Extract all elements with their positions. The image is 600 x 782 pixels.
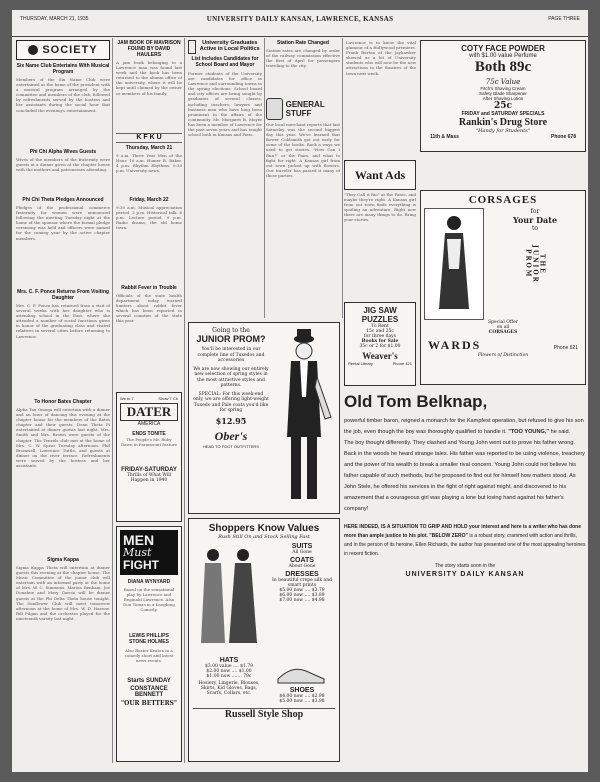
men-must-fight-ad — [116, 526, 182, 762]
corsages-title: CORSAGES — [468, 194, 538, 206]
kfku-schedule-1: 9 a.m. Three Year Men of the Hour. 10 a.m. Homer B. Baker. 4 p.m. Rhythm Rhythms. 9:30 p.m. University news. — [116, 153, 182, 174]
dress-price: $6.00 now .... $3.89 — [279, 593, 325, 598]
masthead: UNIVERSITY DAILY KANSAN, LAWRENCE, KANSAS — [206, 15, 394, 23]
society-text-6: Sigma Kappa Theta will entertain at dinner guests this evening at the chapter house. The Music Committee of the junior club will entertain with an informal party at the home of Mrs. W. C. Simmons. Marion Benham, Joe Donahue and Mary Garcia will be dinner guests at the Phi Delta Theta house tonight. The Sunflower Club will meet tomorrow afternoon at the home of Mrs. W. D. Harrow. Bill Pilgan and the orchestra played for the nineteenth varsity last night. — [16, 565, 110, 621]
obers-special: SPECIAL: For this week-end only, we are offering light-weight Tuxedo and Pale coats you'd like for spring — [193, 391, 269, 413]
society-text-2: Wives of the members of the fraternity were guests at a dinner given at the chapter house with the mothers and patronesses attending. — [16, 157, 110, 173]
rankins-address: 11th & Mass — [430, 134, 459, 140]
shoppers-subtitle: Rush Still On and Stock Selling Fast — [218, 534, 310, 540]
station-column — [266, 40, 340, 320]
coty-value: 75c Value — [485, 78, 521, 86]
shoppers-title: Shoppers Know Values — [208, 523, 320, 534]
dress-price: $5.00 now .... $3.79 — [279, 588, 325, 593]
rankins-phone: Phone 678 — [550, 134, 576, 140]
men-must-fight-stars-2: STONE HOLMES — [129, 639, 169, 645]
shoppers-ad — [188, 518, 340, 762]
cartoon-figure-icon — [266, 98, 283, 120]
obers-interested: You'll be interested in our complete line of Tuxedos and accessories — [197, 347, 265, 363]
coty-subtitle: with $1.00 value Perfume — [469, 53, 537, 59]
kfku-day-2: Friday, March 22 — [129, 197, 169, 203]
belknap-below-zero: "BELOW ZERO" — [429, 533, 468, 539]
coty-price: Both 89c — [474, 59, 532, 75]
russell-style-shop: Russell Style Shop — [193, 708, 335, 720]
belknap-title: Old Tom Belknap, — [344, 392, 488, 411]
kfku-schedule-2: 9:30 a.m. Musical appreciation period. 3 p.m. Historical talk. 6 p.m. Lecture period. 9 p.m. Radio drama, the old home town. — [116, 205, 182, 231]
shoppers-hats: HATS — [219, 657, 239, 664]
want-ads-column — [344, 160, 416, 300]
rankins-slogan: "Handy for Students" — [475, 128, 531, 134]
obers-store: Ober's — [214, 428, 248, 443]
dater-top-right: Show 7 Ch — [158, 396, 178, 401]
shoppers-coats: COATS — [290, 557, 314, 564]
wards-phone: Phone 621 — [553, 345, 578, 351]
society-text-5: Alpha Tau Omega will entertain with a dinner and an hour of dancing this evening at the chapter house for the members of the Bates chapter and their guests. Dean Theta Pi entertained at dinner guests last night. Mrs. Smith and Mrs. Brown were guests of the chapter. The Tenzels club met at the home of Mrs. C. W. Spear Tuesday afternoon. Phil Bromwell, Lawrence Tuttle, and guests at dinner on the river terrace. Refreshments were served by the hostess and her assistants. — [16, 407, 110, 469]
dater-subtitle: AMERICA — [137, 421, 161, 427]
coty-ad — [420, 40, 586, 152]
corsage-woman-illustration — [424, 208, 484, 320]
rabbit-fever-text: Officials of the state health department today warned hunters about rabbit fever which has been reported in several counties of the state this year. — [116, 293, 182, 324]
men-must-fight-star-3: CONSTANCE BENNETT — [130, 686, 168, 698]
shoppers-suits: SUITS — [291, 543, 313, 550]
men-must-fight-stars-1: LEWIS PHILLIPS — [129, 633, 169, 639]
obers-ad — [188, 322, 340, 514]
shoppers-women-illustration — [193, 543, 265, 653]
coty-item-3: After Shaving Lotion — [482, 96, 524, 101]
right-top-paragraph: Lawrence is to know the vital glamour of a Hollywood premiere. Frank Burton of the Jayhawker showed us a lot of University students who will now be the new attractions in the theatres of the town next week. — [346, 40, 416, 76]
jigsaw-title-1: JIG SAW — [363, 306, 397, 315]
society-headline-3: Phi Chi Theta Pledges Announced — [22, 197, 104, 203]
society-text-4: Mrs. C. F. Ponce has returned from a visit of several weeks with her daughter who is attending school in the East, where she attended a number of social functions given in honor of the graduating class and visited relatives in several cities before returning to Lawrence. — [16, 303, 110, 339]
want-ads-text: "They Call it Rio" at the Patee, and maybe they're right. A Kansas girl from out town finds everything is spoiling an adventure. Right now there are many things to do. Bring your stories. — [344, 192, 416, 223]
kfku-day-1: Thursday, March 21 — [125, 145, 173, 151]
weavers-subtitle: Rental Library — [348, 361, 373, 366]
header-date: THURSDAY, MARCH 21, 1935 — [20, 16, 89, 22]
dater-thrills: Thrills of What Will Happen in 1940 — [126, 473, 172, 483]
belknap-story — [344, 392, 586, 764]
corsages-special-1: Special Offer — [488, 320, 518, 325]
society-headline-1: Six Name Club Entertains With Musical Program — [16, 63, 110, 75]
belknap-starts: The story starts soon in the — [434, 563, 496, 569]
wards-store: WARDS — [428, 338, 482, 352]
shoppers-dresses: DRESSES — [285, 571, 319, 578]
dater-title: DATER — [120, 403, 178, 421]
page-number: PAGE THREE — [548, 16, 580, 22]
dater-ends-tonite: ENDS TONITE — [132, 431, 166, 437]
society-banner: SOCIETY — [16, 40, 110, 60]
general-stuff-text: Our local merchant reports that last Saturday was the second biggest day this year. We've learned that Bower Coldsmith got out early for some of the books. Back a ways we used to get stories. "How Can I Run?" or the Pairs, and what to fight for right. A Kansas girl from out town picked up with flowers. Our traveler has passed it many of those parties. — [266, 122, 340, 178]
corsages-special-2: on all — [496, 325, 510, 330]
rankins-store: Rankin's Drug Store — [458, 117, 548, 128]
graduate-emblem-icon — [188, 40, 196, 54]
jigsaw-price-1: 15c and 25c — [366, 329, 394, 334]
alumni-headline: JAM BOOK OF MAVRISON FOUND BY DAVID HAULERS — [117, 40, 181, 58]
alumni-text: A jam book belonging to a Lawrence man was found last week and the book has been returned to the alumni office of the university, where it will be kept until claimed by the owner or members of his family. — [116, 60, 182, 96]
society-headline-2: Phi Chi Alpha Wives Guests — [29, 149, 97, 155]
station-headline: Station Rate Changed — [277, 40, 329, 46]
corsages-for: for — [530, 208, 540, 215]
obers-going: Going to the — [212, 327, 250, 334]
jigsaw-ad — [344, 302, 416, 386]
newspaper-page — [12, 10, 588, 772]
shoppers-shoes: SHOES — [289, 687, 315, 694]
dress-price: $7.00 now .... $4.98 — [279, 598, 325, 603]
shoe-illustration — [269, 657, 335, 687]
jigsaw-title-2: PUZZLES — [361, 315, 399, 324]
society-headline-5: To Honor Bates Chapter — [34, 399, 92, 405]
belknap-paper: UNIVERSITY DAILY KANSAN — [405, 571, 525, 578]
want-ads-banner: Want Ads — [344, 160, 416, 190]
rabbit-fever-headline: Rabbit Fever in Trouble — [121, 285, 177, 291]
hat-price: $1.00 now ....... 79c — [206, 674, 252, 679]
belknap-paragraph-1: powerful timber baron, reigned a monarch for the Kampfest operation, but refused to give his son the job, even though the boy was thoroughly qualified to handle it. "TOO YOUNG," he said. — [344, 418, 584, 435]
alumni-column — [116, 40, 182, 390]
obers-selection: We are now showing our entirely new selection of spring styles in the most attractive styles and patterns. — [193, 366, 269, 388]
society-emblem-icon — [28, 45, 38, 55]
right-top-text — [346, 40, 416, 88]
hat-price: $3.00 value .... $1.79 — [204, 664, 253, 669]
men-must-fight-movie: "OUR BETTERS" — [120, 700, 178, 707]
graduates-column — [188, 40, 262, 320]
general-stuff-banner: GENERAL STUFF — [266, 98, 340, 120]
weavers-store: Weaver's — [362, 351, 398, 361]
jigsaw-sale: Books for Sale — [361, 339, 399, 344]
jigsaw-rent: To Rent — [371, 324, 389, 329]
society-text-1: Members of the Six Name Club were entertained at the home of the president with a musical program arranged by the committee and members of the club, followed by refreshments served by the hostess and her assistants during the social hour that concluded the evening's entertainment. — [16, 77, 110, 113]
society-column — [16, 40, 110, 765]
graduates-headline: University Graduates Active in Local Politics — [199, 40, 260, 52]
jigsaw-price-2: 35c or 2 for $1.00 — [359, 344, 401, 349]
station-text: Station rates are changed by order of the railway commission effective the first of April for passengers traveling to the city. — [266, 48, 340, 69]
belknap-paragraph-3: HERE INDEED, IS A SITUATION TO GRIP AND HOLD your interest and here is a writer who has done more than ample justice to his plot. "BELOW ZERO" is a robust story, crammed with action and thrills, and in the person of its heroine, Ellen Richards, the author has presented one of the most appealing heroines in recent fiction. — [344, 524, 586, 557]
dater-friday-saturday: FRIDAY-SATURDAY — [121, 467, 177, 473]
men-must-fight-starts: Starts SUNDAY — [127, 678, 171, 684]
society-headline-6: Sigma Kappa — [47, 557, 79, 563]
obers-price: $12.95 — [215, 415, 247, 426]
corsages-to: to — [531, 225, 539, 232]
men-must-fight-text: Based on the sensational play by Lawrence and Reginald Lawrence. Also Don Tomas in a Laughing Comedy. — [123, 587, 175, 613]
graduates-subheadline: List Includes Candidates for School Board and Mayor — [191, 56, 259, 68]
dater-top-left: We to 7 — [120, 396, 134, 401]
society-headline-4: Mrs. C. F. Ponce Returns From Visiting Daughter — [17, 289, 109, 301]
obers-subtitle: HEAD TO FOOT OUTFITTERS — [202, 443, 259, 449]
corsages-special-3: CORSAGES — [488, 330, 518, 335]
tuxedo-man-illustration — [273, 327, 335, 507]
jigsaw-price-1b: for three days — [364, 334, 396, 339]
shoppers-dresses-sub: In beautiful crepe silk and smart prints — [271, 578, 333, 588]
men-must-fight-text-2: Also Buster Keaton in a comedy short and latest news events. — [124, 648, 174, 664]
graduates-text: Former students of the University are candidates for office in Lawrence and surrounding towns in the spring elections. School board and city offices are being sought by graduates of several classes, including teachers, lawyers and business men who have long been prominent in the affairs of the community. Mr. Margaret B. Moyer has been a member of Lawrence for the past seven years and has taught school both in Kansas and Paris. — [188, 71, 262, 138]
hat-price: $2.00 now .... $1.00 — [206, 669, 252, 674]
men-must-fight-title-1: MEN — [123, 532, 155, 548]
men-must-fight-title-3: FIGHT — [123, 558, 159, 572]
shoe-price: $4.00 now .... $2.98 — [279, 694, 325, 699]
weavers-phone: Phone 421 — [392, 361, 412, 366]
dater-text-1: The People's Mr. Ruby Dawn in Paramount feature — [120, 437, 178, 448]
shoppers-suits-sub: All Gone — [292, 550, 312, 555]
kfku-heading: K F K U — [116, 133, 182, 143]
shoppers-hosiery: Hosiery, Lingerie, Blouses, Skirts, Kid Gloves, Bags, Scarfs, Collars, etc. — [198, 681, 260, 696]
obers-junior-prom: JUNIOR PROM? — [196, 334, 266, 344]
men-must-fight-star: DIANA WYNYARD — [127, 579, 171, 585]
coty-specials: FRIDAY and SATURDAY SPECIALS — [461, 111, 545, 117]
shoe-price: $5.00 now .... $3.98 — [279, 699, 325, 704]
coty-price-2: 25c — [493, 101, 512, 111]
corsages-ad — [420, 190, 586, 385]
coty-item-1: Fitch's Shaving Cream — [480, 86, 526, 91]
corsages-junior-prom: THE JUNIOR PROM — [524, 244, 546, 284]
belknap-too-young: "TOO YOUNG," — [508, 429, 550, 435]
dater-theatre-ad — [116, 392, 182, 522]
shoppers-coats-sub: About Gone — [288, 564, 316, 569]
corsages-your-date: Your Date — [512, 215, 558, 225]
belknap-paragraph-2: The boy thought differently. They clashed and Young John went out to prove his father wrong. Back in the woods he heard strange tales. His father was reported to be using violence, treachery and the power of his wealth to break a smaller rival concern. Young John could not believe his father capable of such methods, but he proposed to find out for himself how matters stood. As John Stele, he offered his services in the fight of right against might, and discovered to his amazement that a courageous girl was playing a lone but losing hand against his father's company! — [344, 440, 585, 512]
men-must-fight-title-2: Must — [123, 546, 152, 559]
coty-title: COTY FACE POWDER — [461, 44, 545, 53]
coty-item-2: Safety Blade Sharpener — [479, 91, 527, 96]
page-header — [12, 10, 588, 37]
wards-subtitle: Flowers of Distinction — [477, 353, 529, 358]
society-text-3: Pledges of the professional commerce fraternity for women were announced following the meeting Tuesday night at the home of the sponsor where the formal pledge ceremony was held and officers were named for the coming year by the active chapter members. — [16, 205, 110, 241]
